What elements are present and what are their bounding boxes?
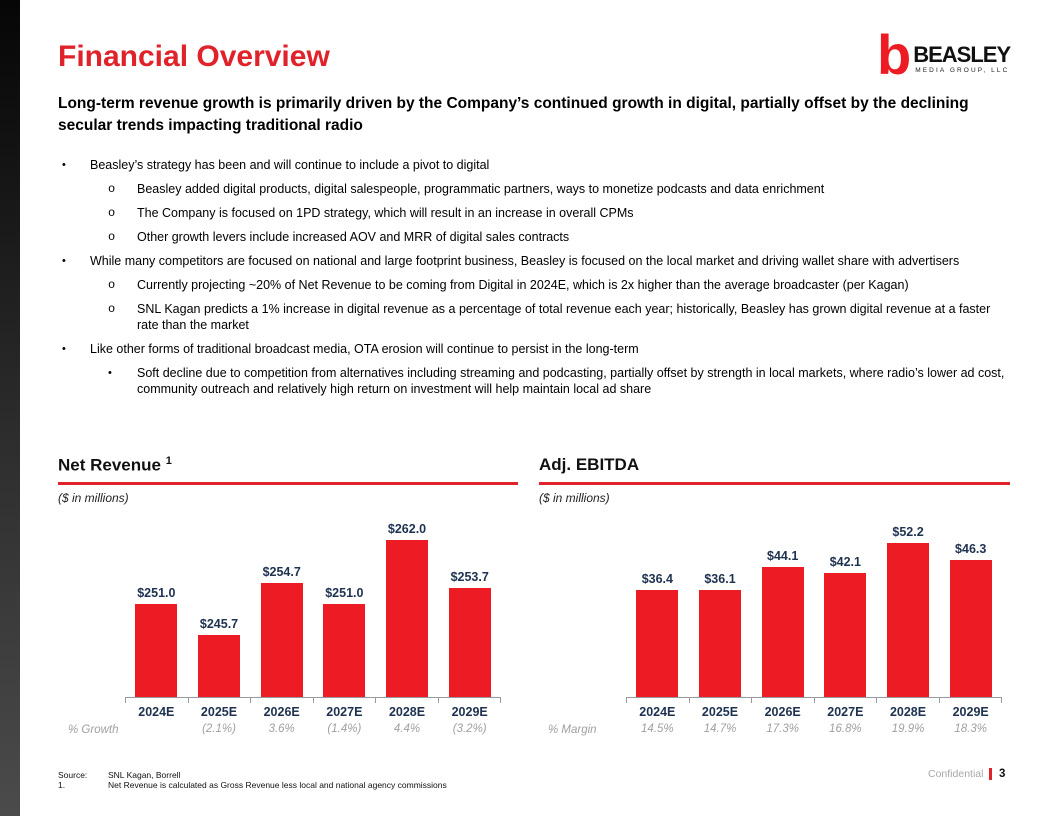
bar-value-label: $42.1 [829, 555, 861, 569]
category-label: 2027E [326, 705, 363, 719]
note-text: Net Revenue is calculated as Gross Revenue less local and national agency commissions [108, 780, 447, 790]
x-axis-labels [125, 705, 501, 719]
axis-tick [125, 698, 188, 703]
bar-column [939, 542, 1002, 697]
category-label: 2028E [889, 705, 927, 719]
bar [950, 560, 992, 697]
bar-value-label: $52.2 [892, 525, 924, 539]
source-line [58, 770, 447, 780]
category-label: 2026E [263, 705, 300, 719]
bar [449, 588, 491, 697]
beasley-logo [877, 23, 1011, 86]
chart-plot-area [125, 517, 501, 697]
chart-title [539, 455, 639, 475]
growth-value [125, 723, 188, 735]
chart-units-label: ($ in millions) [58, 491, 129, 505]
bullet-marker: • [108, 367, 112, 379]
divider-pipe [989, 768, 992, 780]
x-axis [125, 697, 501, 703]
axis-tick [438, 698, 502, 703]
bar-column [814, 555, 877, 697]
chart-title-footnote-ref: 1 [165, 455, 172, 467]
bullet-item [58, 277, 1010, 293]
category-label: 2027E [827, 705, 864, 719]
chart-plot-area [626, 517, 1002, 697]
margin-row [626, 723, 1002, 735]
growth-value: (3.2%) [452, 723, 487, 735]
confidential-block [928, 768, 1005, 780]
bullet-marker: o [108, 302, 116, 316]
bullet-marker: o [108, 278, 116, 292]
bar-column [438, 570, 501, 697]
page-number: 3 [998, 768, 1006, 780]
bullet-item [58, 365, 1010, 397]
category-label: 2025E [200, 705, 238, 719]
bullet-list [58, 157, 1010, 405]
bullet-marker: • [62, 255, 66, 267]
page-title: Financial Overview [58, 40, 330, 73]
axis-tick [689, 698, 752, 703]
axis-tick [375, 698, 438, 703]
bar-column [689, 572, 752, 697]
source-label: Source: [58, 770, 88, 780]
category-label: 2025E [701, 705, 739, 719]
beasley-logo-text [913, 42, 1011, 74]
note-label: 1. [58, 780, 66, 790]
bar [135, 604, 177, 697]
beasley-logo-name: BEASLEY [913, 42, 1011, 67]
source-text: SNL Kagan, Borrell [108, 770, 181, 780]
bullet-item [58, 157, 1010, 173]
growth-value: (2.1%) [202, 723, 236, 735]
axis-tick [751, 698, 814, 703]
chart-title-text: Adj. EBITDA [539, 455, 640, 474]
chart-units-label: ($ in millions) [539, 491, 610, 505]
category-label: 2024E [639, 705, 676, 719]
axis-tick [814, 698, 877, 703]
bullet-marker: • [62, 159, 66, 171]
bar [198, 635, 240, 697]
axis-tick [876, 698, 939, 703]
bar [261, 583, 303, 697]
bullet-marker: o [108, 206, 116, 220]
bullet-text: Beasley’s strategy has been and will continue to include a pivot to digital [90, 158, 490, 172]
bar-value-label: $36.4 [641, 572, 673, 586]
bullet-text: Beasley added digital products, digital salespeople, programmatic partners, ways to monetize podcasts and data enrichment [137, 182, 825, 196]
bar-column [376, 522, 439, 697]
bar-column [125, 586, 188, 697]
adj-ebitda-chart [539, 455, 1010, 747]
bullet-item [58, 253, 1010, 269]
note-line [58, 780, 447, 790]
axis-tick [626, 698, 689, 703]
footnotes [58, 770, 447, 790]
bar-value-label: $46.3 [955, 542, 987, 556]
growth-value: (1.4%) [327, 723, 362, 735]
bullet-item [58, 301, 1010, 333]
bar-column [313, 586, 376, 697]
bar-value-label: $253.7 [450, 570, 489, 584]
margin-value: 16.8% [829, 723, 862, 735]
bullet-text: Currently projecting ~20% of Net Revenue to be coming from Digital in 2024E, which is 2x higher than the average broadcaster (per Kagan) [137, 278, 909, 292]
category-label: 2024E [138, 705, 175, 719]
bullet-text: Other growth levers include increased AOV and MRR of digital sales contracts [137, 230, 570, 244]
bar [699, 590, 741, 697]
bullet-text: Like other forms of traditional broadcast media, OTA erosion will continue to persist in the long-term [90, 342, 639, 356]
bullet-marker: • [62, 343, 66, 355]
bar [386, 540, 428, 697]
margin-value: 14.5% [641, 723, 674, 735]
bullet-item [58, 181, 1010, 197]
bar-value-label: $262.0 [387, 522, 427, 536]
margin-value: 18.3% [954, 723, 987, 735]
axis-tick [313, 698, 376, 703]
chart-title-underline [58, 482, 518, 485]
category-label: 2028E [388, 705, 426, 719]
bar-value-label: $251.0 [137, 586, 176, 600]
chart-title-underline [539, 482, 1010, 485]
bar-value-label: $251.0 [325, 586, 364, 600]
slide-subtitle: Long-term revenue growth is primarily driven by the Company’s continued growth in digital, partially offset by the declining secular trends impacting traditional radio [58, 95, 969, 134]
growth-value: 3.6% [268, 723, 295, 735]
growth-row-label: % Growth [68, 724, 119, 736]
bar-value-label: $254.7 [262, 565, 301, 579]
growth-row [125, 723, 501, 735]
beasley-logo-monogram: b [877, 23, 912, 86]
margin-value: 17.3% [766, 723, 799, 735]
bar-column [250, 565, 313, 697]
bar-value-label: $44.1 [767, 549, 799, 563]
bar-column [188, 617, 251, 697]
bullet-item [58, 341, 1010, 357]
bar [762, 567, 804, 697]
bar [323, 604, 365, 697]
bullet-text: SNL Kagan predicts a 1% increase in digital revenue as a percentage of total revenue each year; historically, Beasley has grown digital revenue at a faster rate than the market [137, 302, 991, 332]
axis-tick [188, 698, 251, 703]
bar [824, 573, 866, 697]
confidential-label: Confidential [928, 768, 984, 780]
bullet-item [58, 229, 1010, 245]
category-label: 2029E [952, 705, 989, 719]
bullet-item [58, 205, 1010, 221]
left-accent-strip [0, 0, 20, 816]
bar [636, 590, 678, 697]
x-axis [626, 697, 1002, 703]
growth-value: 4.4% [393, 723, 421, 735]
bar-column [877, 525, 940, 697]
x-axis-labels [626, 705, 1002, 719]
chart-title-text: Net Revenue [58, 455, 161, 475]
bullet-marker: o [108, 182, 116, 196]
bullet-text: Soft decline due to competition from alternatives including streaming and podcasting, partially offset by strength in local markets, where radio’s lower ad cost, community outreach and relatively high return on investment will help maintain local ad share [137, 366, 1005, 396]
bar-column [626, 572, 689, 697]
bar [887, 543, 929, 697]
category-label: 2026E [764, 705, 801, 719]
bar-value-label: $245.7 [199, 617, 239, 631]
net-revenue-chart [58, 455, 518, 747]
axis-tick [939, 698, 1003, 703]
margin-row-label: % Margin [548, 724, 597, 736]
bar-column [751, 549, 814, 697]
bar-value-label: $36.1 [704, 572, 736, 586]
axis-tick [250, 698, 313, 703]
bullet-marker: o [108, 230, 116, 244]
margin-value: 14.7% [703, 723, 737, 735]
bullet-text: While many competitors are focused on national and large footprint business, Beasley is focused on the local market and driving wallet share with advertisers [90, 254, 960, 268]
bullet-text: The Company is focused on 1PD strategy, which will result in an increase in overall CPMs [137, 206, 634, 220]
category-label: 2029E [451, 705, 488, 719]
beasley-logo-tagline: MEDIA GROUP, LLC [915, 67, 1010, 74]
margin-value: 19.9% [891, 723, 925, 735]
chart-title [58, 455, 172, 476]
